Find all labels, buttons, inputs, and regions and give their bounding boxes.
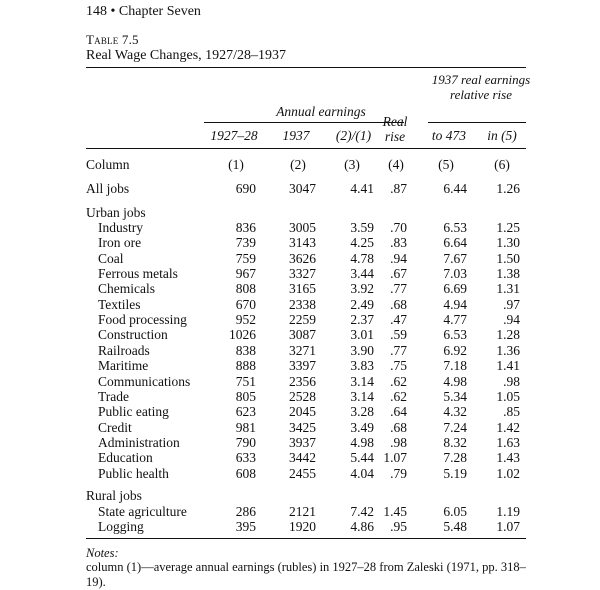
col-header-4: Real rise [382,114,408,144]
cell-col5: 8.32 [443,434,467,450]
cell-col2: 3327 [289,266,316,282]
cell-col4: .68 [390,419,407,435]
cell-col1: 1026 [229,327,256,343]
annual-earnings-header: Annual earnings [276,104,366,119]
cell-col4: .47 [390,312,407,328]
col-num-1: (1) [228,157,244,172]
row-label: Communications [98,373,191,389]
cell-col1: 670 [235,296,256,312]
table-row [86,504,526,519]
cell-col3: 3.59 [350,220,374,235]
relative-rise-span-rule [428,122,526,123]
cell-col3: 3.44 [350,266,374,282]
cell-col3: 4.41 [350,181,374,196]
table-row [86,450,526,465]
cell-col2: 3047 [289,181,316,196]
table-row [86,389,526,404]
cell-col6: .98 [503,373,520,389]
row-label: Textiles [98,296,141,312]
cell-col6: .85 [503,404,520,420]
cell-col4: .77 [390,281,407,297]
cell-col3: 2.49 [350,296,374,312]
cell-col5: 4.98 [443,373,467,389]
cell-col1: 286 [235,504,256,519]
table-row [86,466,526,481]
row-label: Maritime [98,358,149,374]
cell-col5: 7.24 [443,419,467,435]
cell-col1: 967 [235,266,256,282]
col-num-6: (6) [494,157,510,172]
cell-col3: 5.44 [350,450,374,466]
cell-col6: .97 [503,296,520,312]
col-header-5: to 473 [431,128,467,143]
cell-col2: 3005 [289,220,316,235]
column-label: Column [86,157,130,172]
cell-col2: 3626 [289,250,316,266]
cell-col1: 790 [235,434,256,450]
cell-col3: 3.90 [350,342,374,358]
cell-col1: 690 [235,181,256,196]
notes-title: Notes: [86,546,119,560]
row-label: Coal [98,250,124,266]
cell-col4: .83 [390,235,407,251]
annual-earnings-span-rule [204,122,404,123]
row-label: Education [98,450,153,466]
cell-col4: .64 [390,404,407,420]
top-rule [86,67,526,68]
row-label: Industry [98,220,143,235]
cell-col5: 6.53 [443,220,467,235]
cell-col3: 3.49 [350,419,374,435]
cell-col4: 1.45 [383,504,407,519]
row-label: Construction [98,327,168,343]
cell-col3: 4.04 [350,465,374,481]
col-header-3: (2)/(1) [335,128,372,143]
col-header-6: in (5) [487,128,517,143]
cell-col5: 5.34 [443,388,467,404]
cell-col6: 1.38 [496,266,520,282]
cell-col3: 4.98 [350,434,374,450]
cell-col4: .79 [390,465,407,481]
cell-col6: 1.41 [496,358,520,374]
table-row [86,251,526,266]
cell-col2: 2121 [289,504,316,519]
cell-col5: 6.64 [443,235,467,251]
cell-col6: 1.42 [496,419,520,435]
rural-jobs-heading: Rural jobs [86,488,142,503]
cell-col2: 2528 [289,388,316,404]
cell-col6: 1.25 [496,220,520,235]
cell-col5: 6.05 [443,504,467,519]
cell-col2: 2045 [289,404,316,420]
cell-col4: .67 [390,266,407,282]
row-label: Logging [98,519,144,535]
table-title: Real Wage Changes, 1927/28–1937 [86,48,287,63]
cell-col2: 2259 [289,312,316,328]
col-header-1: 1927–28 [210,128,258,143]
column-number-row [86,157,526,172]
table-row [86,519,526,534]
col-header-2: 1937 [282,128,310,143]
cell-col6: 1.36 [496,342,520,358]
cell-col5: 7.18 [443,358,467,374]
table-row [86,404,526,419]
cell-col3: 4.78 [350,250,374,266]
cell-col6: .94 [503,312,520,328]
row-label: Food processing [98,312,187,328]
running-head: 148 • Chapter Seven [86,4,201,19]
table-row [86,235,526,250]
col-num-3: (3) [344,157,360,172]
cell-col6: 1.43 [496,450,520,466]
row-label: State agriculture [98,504,187,519]
cell-col6: 1.07 [496,519,520,535]
cell-col2: 3937 [289,434,316,450]
note-column-1: column (1)—average annual earnings (rubles) in 1927–28 from Zaleski (1971, pp. 318–19). [86,560,526,589]
table-row [86,420,526,435]
row-label: Railroads [98,342,150,358]
cell-col6: 1.63 [496,434,520,450]
cell-col4: .95 [390,519,407,535]
relative-rise-header: 1937 real earnings relative rise [431,72,531,102]
table-row [86,435,526,450]
cell-col1: 739 [235,235,256,251]
cell-col3: 3.14 [350,388,374,404]
row-label: Administration [98,434,180,450]
cell-col4: .94 [390,250,407,266]
cell-col4: .77 [390,342,407,358]
cell-col5: 6.69 [443,281,467,297]
table-row [86,220,526,235]
cell-col4: .62 [390,388,407,404]
cell-col5: 6.44 [443,181,467,196]
table-row [86,327,526,342]
cell-col2: 3143 [289,235,316,251]
cell-col1: 633 [235,450,256,466]
cell-col5: 5.19 [443,465,467,481]
table-row [86,297,526,312]
col-num-5: (5) [438,157,454,172]
row-label: Public eating [98,404,169,420]
row-label: Iron ore [98,235,142,251]
cell-col1: 952 [235,312,256,328]
cell-col2: 3087 [289,327,316,343]
col-num-4: (4) [388,157,404,172]
cell-col2: 2455 [289,465,316,481]
cell-col5: 4.77 [443,312,467,328]
cell-col2: 3425 [289,419,316,435]
cell-col1: 608 [235,465,256,481]
table-row [86,266,526,281]
cell-col3: 3.01 [350,327,374,343]
cell-col6: 1.26 [496,181,520,196]
row-label: Credit [98,419,132,435]
bottom-rule [86,538,526,539]
cell-col6: 1.05 [496,388,520,404]
cell-col1: 808 [235,281,256,297]
cell-col4: .70 [390,220,407,235]
cell-col1: 981 [235,419,256,435]
header-rule [86,148,526,149]
cell-col6: 1.28 [496,327,520,343]
row-label: Public health [98,465,169,481]
cell-col4: .62 [390,373,407,389]
cell-col3: 3.14 [350,373,374,389]
cell-col2: 3397 [289,358,316,374]
cell-col2: 2338 [289,296,316,312]
cell-col4: .59 [390,327,407,343]
cell-col5: 7.03 [443,266,467,282]
cell-col2: 1920 [289,519,316,535]
cell-col6: 1.19 [496,504,520,519]
cell-col3: 3.28 [350,404,374,420]
cell-col1: 395 [235,519,256,535]
table-row [86,358,526,373]
cell-col2: 3442 [289,450,316,466]
table-row [86,312,526,327]
table-row [86,281,526,296]
cell-col3: 2.37 [350,312,374,328]
row-label: All jobs [86,181,130,196]
cell-col4: .87 [390,181,407,196]
cell-col3: 4.86 [350,519,374,535]
cell-col5: 5.48 [443,519,467,535]
urban-jobs-heading: Urban jobs [86,205,146,220]
table-row [86,343,526,358]
cell-col1: 759 [235,250,256,266]
col-num-2: (2) [290,157,306,172]
cell-col6: 1.50 [496,250,520,266]
cell-col4: .68 [390,296,407,312]
table-label: Table 7.5 [86,32,139,47]
cell-col1: 888 [235,358,256,374]
row-label: Trade [98,388,130,404]
all-jobs-row [86,181,526,196]
cell-col5: 4.32 [443,404,467,420]
cell-col3: 3.92 [350,281,374,297]
cell-col2: 3271 [289,342,316,358]
row-label: Chemicals [98,281,155,297]
cell-col1: 805 [235,388,256,404]
cell-col2: 3165 [289,281,316,297]
table-row [86,374,526,389]
cell-col4: .98 [390,434,407,450]
cell-col1: 838 [235,342,256,358]
cell-col5: 6.92 [443,342,467,358]
cell-col1: 836 [235,220,256,235]
cell-col6: 1.30 [496,235,520,251]
cell-col5: 7.28 [443,450,467,466]
cell-col5: 4.94 [443,296,467,312]
cell-col1: 751 [235,373,256,389]
cell-col1: 623 [235,404,256,420]
cell-col3: 3.83 [350,358,374,374]
row-label: Ferrous metals [98,266,178,282]
cell-col5: 6.53 [443,327,467,343]
cell-col4: 1.07 [383,450,407,466]
cell-col5: 7.67 [443,250,467,266]
cell-col2: 2356 [289,373,316,389]
cell-col3: 7.42 [350,504,374,519]
cell-col3: 4.25 [350,235,374,251]
cell-col4: .75 [390,358,407,374]
cell-col6: 1.02 [496,465,520,481]
cell-col6: 1.31 [496,281,520,297]
